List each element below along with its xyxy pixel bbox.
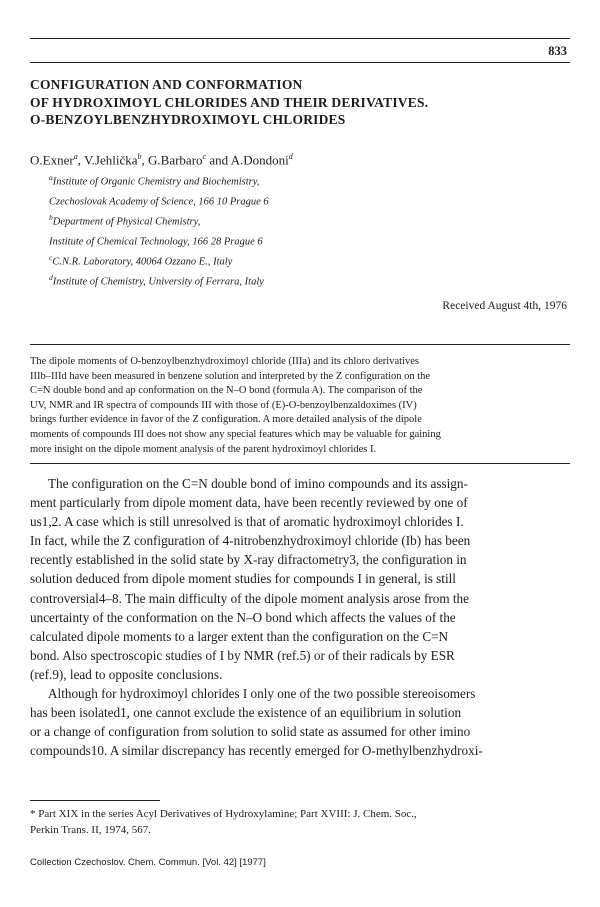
author-affil-mark: c — [202, 152, 207, 161]
abstract-line: The dipole moments of O-benzoylbenzhydroximoyl chloride (IIIa) and its chloro derivatives — [30, 356, 419, 367]
affiliation-line — [49, 190, 519, 210]
affiliation-text: Czechoslovak Academy of Science, 166 10 Prague 6 — [49, 196, 269, 208]
body-line: ment particularly from dipole moment data, have been recently reviewed by one of — [30, 495, 468, 511]
paper-title — [30, 76, 570, 129]
body-line: Although for hydroximoyl chlorides I only one of the two possible stereoisomers — [48, 686, 476, 702]
received-date: Received August 4th, 1976 — [442, 300, 567, 312]
title-line: CONFIGURATION AND CONFORMATION — [30, 77, 303, 92]
abstract-line: brings further evidence in favor of the Z configuration. A more detailed analysis of the dipole — [30, 414, 422, 426]
abstract-line: moments of compounds III does not show any special features which may be valuable for gaining — [30, 428, 441, 440]
body-line: The configuration on the C=N double bond of imino compounds and its assign- — [48, 476, 468, 491]
author-affil-mark: b — [137, 152, 142, 161]
abstract-line: UV, NMR and IR spectra of compounds III with those of (E)-O-benzoylbenzaldoximes (IV) — [30, 399, 417, 411]
body-line: compounds10. A similar discrepancy has recently emerged for O-methylbenzhydroxi- — [30, 743, 483, 759]
header-rule-top — [30, 38, 570, 39]
footnote-rule — [30, 800, 160, 801]
title-line: O-BENZOYLBENZHYDROXIMOYL CHLORIDES — [30, 112, 346, 127]
abstract-rule-top — [30, 344, 570, 345]
author-name: G.Barbaro — [148, 152, 203, 168]
affiliation-text: Institute of Chemical Technology, 166 28 Prague 6 — [49, 236, 263, 248]
abstract-line: C=N double bond and ap conformation on the N–O bond (formula A). The comparison of the — [30, 385, 423, 397]
affiliation-mark: d — [49, 273, 53, 282]
abstract-line: more insight on the dipole moment analysis of the parent hydroximoyl chlorides I. — [30, 443, 377, 455]
body-line: or a change of configuration from solution to solid state as assumed for other imino — [30, 724, 471, 740]
affiliation-mark: b — [49, 213, 53, 222]
affiliation-text: C.N.R. Laboratory, 40064 Ozzano E., Italy — [52, 256, 233, 268]
author-name: V.Jehlička — [83, 152, 138, 168]
body-line: uncertainty of the conformation on the N–O bond which affects the values of the — [30, 609, 456, 625]
affiliation-line — [49, 170, 519, 190]
body-line: us1,2. A case which is still unresolved is that of aromatic hydroximoyl chlorides I. — [30, 514, 464, 530]
abstract — [30, 355, 570, 457]
affiliation-text: Department of Physical Chemistry, — [52, 216, 201, 228]
body-line: has been isolated1, one cannot exclude the existence of an equilibrium in solution — [30, 705, 462, 721]
body-line: calculated dipole moments to a larger extent than the configuration on the C=N — [30, 628, 449, 644]
author-affil-mark: d — [288, 152, 293, 161]
affiliation-line — [49, 270, 519, 290]
body-line: (ref.9), lead to opposite conclusions. — [30, 666, 223, 682]
footnote-line: * Part XIX in the series Acyl Derivatives of Hydroxylamine; Part XVIII: J. Chem. Soc., — [30, 808, 417, 820]
body-line: In fact, while the Z configuration of 4-nitrobenzhydroximoyl chloride (Ib) has been — [30, 533, 471, 549]
affiliation-mark: a — [49, 173, 53, 182]
body-line: controversial4–8. The main difficulty of the dipole moment analysis arose from the — [30, 590, 469, 606]
footnote-line: Perkin Trans. II, 1974, 567. — [30, 823, 152, 836]
page-number: 833 — [548, 44, 567, 58]
author-separator: , — [77, 152, 84, 168]
affiliation-line — [49, 250, 519, 270]
footnote — [30, 807, 575, 838]
body-text — [30, 474, 575, 760]
affiliation-line — [49, 230, 519, 250]
author-name: A.Dondoni — [230, 152, 289, 168]
abstract-line: IIIb–IIId have been measured in benzene solution and interpreted by the Z configuration on the — [30, 370, 431, 382]
affiliation-mark: c — [49, 253, 53, 262]
title-line: OF HYDROXIMOYL CHLORIDES AND THEIR DERIVATIVES. — [30, 94, 429, 110]
header-rule-bottom — [30, 62, 570, 63]
author-separator: , — [141, 152, 149, 168]
author-name: O.Exner — [30, 152, 74, 168]
author-separator: and — [206, 152, 231, 168]
abstract-rule-bottom — [30, 463, 570, 464]
affiliation-text: Institute of Organic Chemistry and Biochemistry, — [52, 176, 260, 188]
body-line: recently established in the solid state by X-ray difractometry3, the configuration in — [30, 552, 467, 568]
affiliations — [49, 170, 519, 290]
author-list — [30, 152, 293, 168]
journal-citation: Collection Czechoslov. Chem. Commun. [Vol. 42] [1977] — [30, 857, 266, 868]
affiliation-text: Institute of Chemistry, University of Ferrara, Italy — [52, 276, 264, 288]
author-affil-mark: a — [73, 152, 78, 161]
body-line: solution deduced from dipole moment studies for compounds I in general, is still — [30, 571, 456, 587]
affiliation-line — [49, 210, 519, 230]
body-line: bond. Also spectroscopic studies of I by NMR (ref.5) or of their radicals by ESR — [30, 647, 455, 663]
